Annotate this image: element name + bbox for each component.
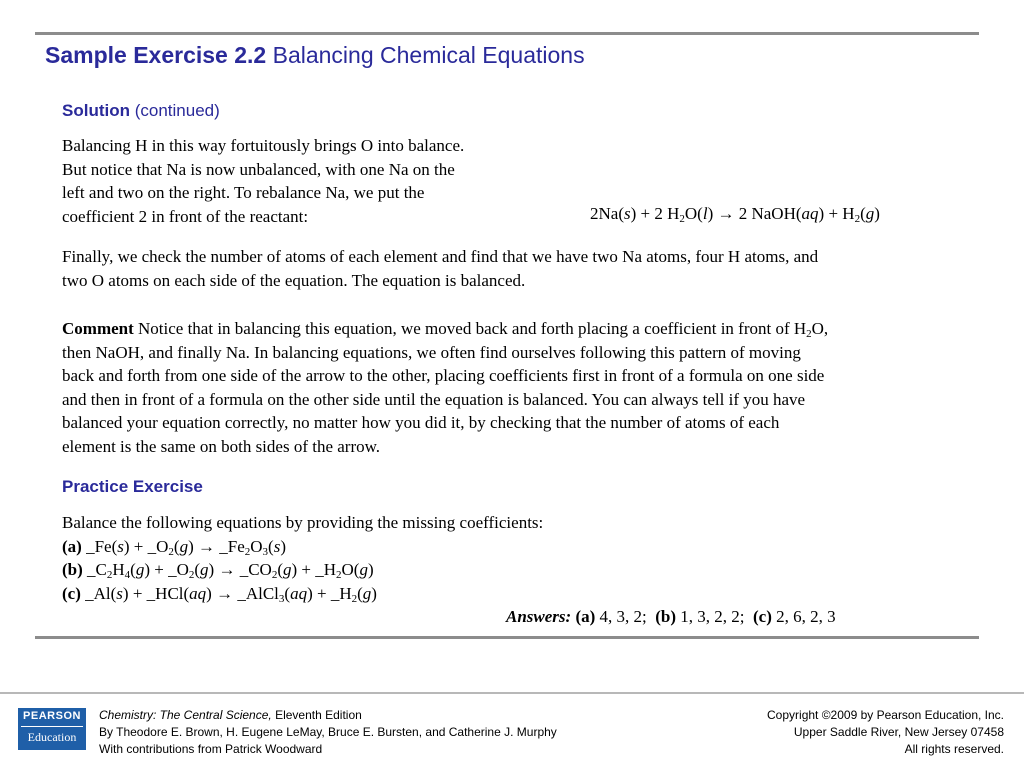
footer-copyright bbox=[767, 707, 1004, 758]
practice-item-label: (c) bbox=[62, 583, 81, 603]
comment-paragraph bbox=[62, 317, 967, 458]
text-line: back and forth from one side of the arrow to the other, placing coefficients first in front of a formula on one side bbox=[62, 366, 825, 385]
text-line: element is the same on both sides of the arrow. bbox=[62, 436, 381, 456]
practice-item-b bbox=[62, 558, 962, 582]
practice-intro: Balance the following equations by providing the missing coefficients: bbox=[62, 513, 544, 532]
footer-authors: By Theodore E. Brown, H. Eugene LeMay, Bruce E. Bursten, and Catherine J. Murphy bbox=[99, 725, 557, 739]
footer-rights: All rights reserved. bbox=[904, 742, 1004, 756]
solution-paragraph-2 bbox=[62, 245, 967, 292]
answer-value: 2, 6, 2, 3 bbox=[776, 607, 836, 626]
practice-heading bbox=[62, 477, 203, 497]
footer-contributions: With contributions from Patrick Woodward bbox=[99, 742, 323, 756]
text-line: left and two on the right. To rebalance Na, we put the bbox=[62, 183, 425, 202]
footer-citation bbox=[99, 707, 557, 758]
practice-heading-label: Practice Exercise bbox=[62, 477, 203, 496]
answer-label: (b) bbox=[655, 607, 677, 626]
top-divider bbox=[35, 32, 979, 35]
solution-heading-suffix: (continued) bbox=[134, 101, 220, 120]
comment-label: Comment bbox=[62, 319, 134, 338]
practice-exercise bbox=[62, 511, 962, 605]
practice-item-equation: _Fe(s) + $\_O_2(g)$ → $\_Fe_2O_3(s)$ bbox=[86, 536, 286, 558]
answer-label: (a) bbox=[575, 607, 596, 626]
slide-title-prefix: Sample Exercise 2.2 bbox=[45, 42, 267, 68]
practice-item-label: (b) bbox=[62, 560, 83, 579]
text-line: two O atoms on each side of the equation. The equation is balanced. bbox=[62, 270, 526, 290]
answer-value: 4, 3, 2; bbox=[599, 607, 647, 626]
pearson-education-logo bbox=[18, 708, 86, 750]
logo-top-text: PEARSON bbox=[23, 710, 81, 722]
footer-edition: Eleventh Edition bbox=[275, 708, 362, 722]
solution-paragraph-1 bbox=[62, 134, 552, 228]
comment-first-line-text: Notice that in balancing this equation, we moved back and forth placing a coefficient in front of $H_2O$, bbox=[138, 319, 829, 340]
answer-value: 1, 3, 2, 2; bbox=[680, 607, 745, 626]
practice-item-equation: _Al(s) + _HCl(aq) → _AlCl$_3$(aq) + $\_H_2(g)$ bbox=[85, 583, 377, 605]
text-line: Finally, we check the number of atoms of each element and find that we have two Na atoms, four H atoms, and bbox=[62, 247, 819, 266]
logo-divider bbox=[21, 726, 83, 727]
comment-first-line bbox=[62, 317, 967, 341]
balanced-equation: 2Na(s) + 2 $H_2O(l) \to 2$ NaOH(aq) + $H_2(g)$ bbox=[590, 204, 880, 225]
text-line: Balancing H in this way fortuitously brings O into balance. bbox=[62, 136, 465, 155]
slide-title bbox=[45, 42, 585, 69]
solution-heading-label: Solution bbox=[62, 101, 130, 120]
answer-label: (c) bbox=[753, 607, 772, 626]
text-line: balanced your equation correctly, no matter how you did it, by checking that the number of atoms of each bbox=[62, 413, 780, 432]
text-line: coefficient 2 in front of the reactant: bbox=[62, 206, 309, 226]
answers-label: Answers: bbox=[506, 607, 572, 626]
practice-item-a bbox=[62, 535, 962, 559]
text-line: then NaOH, and finally Na. In balancing equations, we often find ourselves following this pattern of moving bbox=[62, 342, 801, 362]
footer-location: Upper Saddle River, New Jersey 07458 bbox=[793, 725, 1004, 739]
text-line: But notice that Na is now unbalanced, with one Na on the bbox=[62, 159, 455, 179]
logo-bottom-text: Education bbox=[27, 730, 77, 744]
footer-book-title: Chemistry: The Central Science, bbox=[99, 708, 272, 722]
solution-heading bbox=[62, 101, 220, 121]
footer-book-line bbox=[99, 707, 557, 724]
practice-item-equation: $\_C_2H_4(g)$ + $\_O_2(g)$ → $\_CO_2(g)$ + $\_H_2O(g)$ bbox=[87, 560, 374, 581]
footer bbox=[0, 692, 1024, 770]
bottom-divider bbox=[35, 636, 979, 639]
answers-line bbox=[506, 607, 836, 627]
practice-item-c bbox=[62, 582, 962, 606]
practice-item-label: (a) bbox=[62, 536, 82, 556]
slide-title-text: Balancing Chemical Equations bbox=[272, 42, 585, 68]
footer-copyright-line: Copyright ©2009 by Pearson Education, Inc. bbox=[767, 708, 1004, 722]
text-line: and then in front of a formula on the other side until the equation is balanced. You can always tell if you have bbox=[62, 389, 806, 409]
